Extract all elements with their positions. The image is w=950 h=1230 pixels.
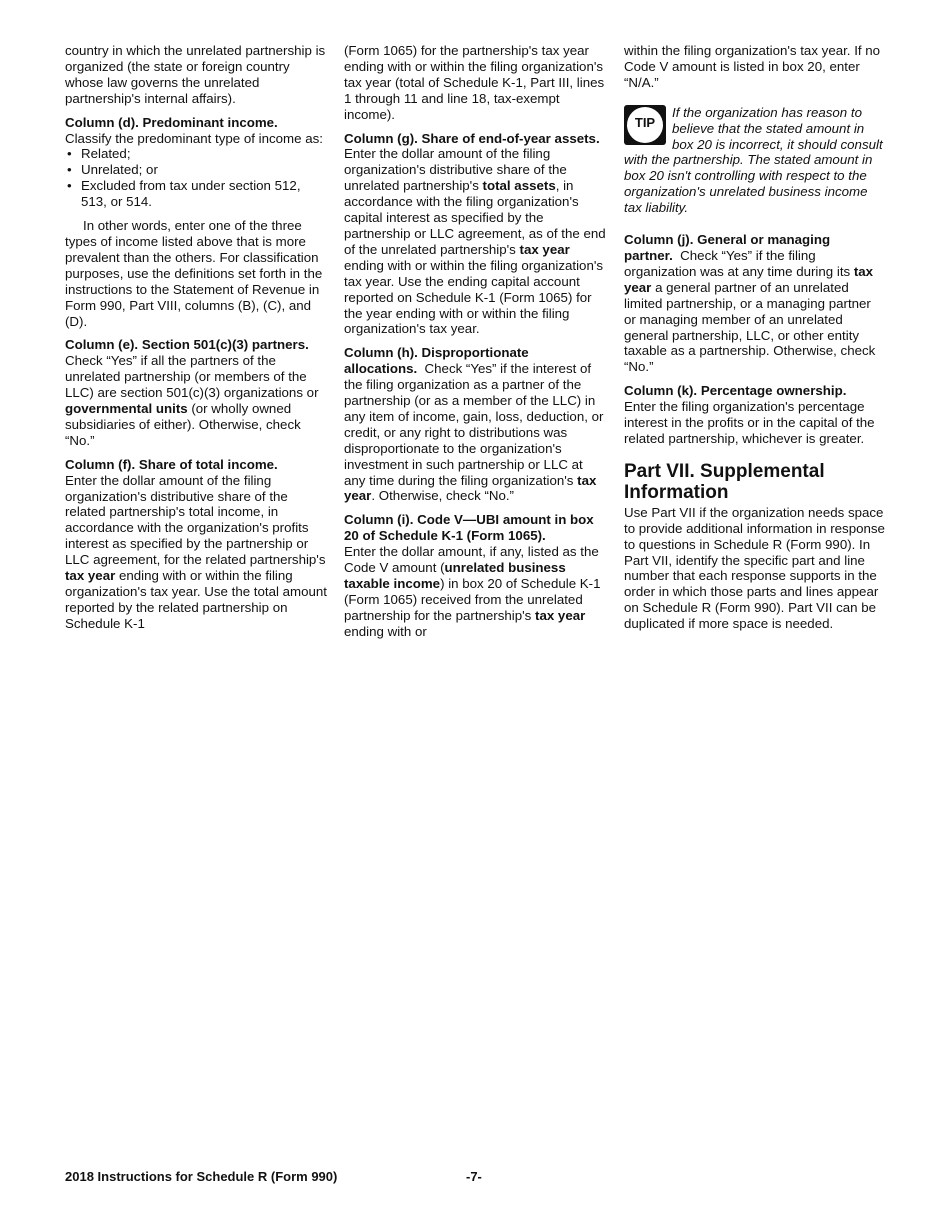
- column-g-heading: Column (g). Share of end-of-year assets.: [344, 130, 600, 146]
- list-item: • Related;: [65, 146, 327, 162]
- column-g-paragraph: [344, 131, 606, 338]
- column-d-paragraph: [65, 115, 327, 147]
- bold-run: tax year: [519, 241, 570, 257]
- text-run: ending with or within the filing organization's tax year. Use the ending capital account reported on Schedule K-1 (Form 1065) for the year ending with or within the filing organization's tax year.: [344, 257, 604, 337]
- text-run: ending with or within the filing organization's tax year. Use the total amount reported by the related partnership on Schedule K-1: [65, 568, 327, 631]
- column-i-paragraph: [344, 512, 606, 639]
- column-3: [624, 43, 886, 632]
- text-run: Check “Yes” if the interest of the filing organization as a partner of the partnership (or as a member of the LLC) in any item of income, gain, loss, deduction, or credit, or any right to distributions was disproportionate to the organization's investment in such partnership or LLC at any time during the filing organization's: [344, 361, 604, 488]
- column-d-text: Classify the predominant type of income as:: [65, 130, 323, 146]
- continuation-paragraph: (Form 1065) for the partnership's tax year ending with or within the filing organization's tax year (total of Schedule K-1, Part III, lines 1 through 11 and line 18, tax-exempt income).: [344, 43, 605, 122]
- income-type-list: [65, 146, 327, 210]
- list-item: • Unrelated; or: [65, 162, 327, 178]
- bold-run: total assets: [482, 178, 556, 194]
- part-vii-text: Use Part VII if the organization needs space to provide additional information in response to questions in Schedule R (Form 990). In Part VII, identify the specific part and line number that each response supports in the order in which those parts and lines appear on Schedule R (Form 990). Part VII can be duplicated if more space is needed.: [624, 504, 885, 632]
- column-h-paragraph: [344, 345, 606, 504]
- text-run: Enter the filing organization's percentage interest in the profits or in the capital of the related partnership, whichever is greater.: [624, 399, 875, 446]
- column-k-heading: Column (k). Percentage ownership.: [624, 383, 847, 399]
- bold-run: unrelated business taxable income: [344, 560, 566, 591]
- tip-box: [624, 105, 886, 216]
- bold-run: tax year: [65, 568, 116, 584]
- bold-run: tax year: [344, 472, 597, 504]
- column-f-paragraph: [65, 457, 327, 632]
- column-d-paragraph-2: In other words, enter one of the three types of income listed above that is more prevalent than the others. For classification purposes, use the definitions set forth in the instructions to the Statement of Revenue in Form 990, Part VIII, columns (B), (C), and (D).: [65, 218, 323, 329]
- text-run: (or wholly owned subsidiaries of either). Otherwise, check “No.”: [65, 401, 301, 448]
- text-run: Enter the dollar amount of the filing organization's distributive share of the related partnership's total income, in accordance with the organization's profits interest as specified by the partnership or LLC agreement, for the related partnership's: [65, 472, 326, 568]
- bold-run: governmental units: [65, 401, 188, 417]
- column-1: [65, 43, 327, 640]
- column-k-paragraph: [624, 383, 886, 447]
- text-run: a general partner of an unrelated limited partnership, or a managing partner or managing member of an unrelated general partnership, LLC, or other entity taxable as a partnership. Otherwise, check “No.”: [624, 279, 876, 375]
- column-d-heading: Column (d). Predominant income.: [65, 114, 278, 130]
- column-f-heading: Column (f). Share of total income.: [65, 456, 278, 472]
- column-j-paragraph: [624, 232, 886, 375]
- text-run: Check “Yes” if all the partners of the unrelated partnership (or members of the LLC) are section 501(c)(3) organizations or: [65, 353, 319, 401]
- page-number: -7-: [466, 1169, 482, 1184]
- footer-title: 2018 Instructions for Schedule R (Form 990): [65, 1169, 338, 1184]
- tip-label: TIP: [634, 114, 656, 130]
- column-i-heading: Column (i). Code V—UBI amount in box 20 of Schedule K-1 (Form 1065).: [344, 512, 594, 544]
- column-h-heading: Column (h). Disproportionate allocations.: [344, 345, 529, 377]
- text-run: . Otherwise, check “No.”: [371, 488, 514, 504]
- text-run: Enter the dollar amount, if any, listed as the Code V amount (: [344, 544, 599, 576]
- column-e-paragraph: [65, 337, 327, 448]
- text-run: , in accordance with the filing organization's capital interest as specified by the partnership or LLC agreement, as of the end of the unrelated partnership's: [344, 178, 606, 257]
- column-2: [344, 43, 606, 648]
- continuation-paragraph: within the filing organization's tax year. If no Code V amount is listed in box 20, enter “N/A.”: [624, 43, 881, 90]
- text-run: Enter the dollar amount of the filing organization's distributive share of the unrelated partnership's: [344, 146, 567, 194]
- list-item: • Excluded from tax under section 512, 513, or 514.: [65, 178, 327, 210]
- bold-run: tax year: [535, 607, 586, 623]
- tip-icon: [624, 105, 666, 145]
- column-j-heading: Column (j). General or managing partner.: [624, 232, 831, 263]
- part-vii-heading: Part VII. Supplemental Information: [624, 460, 825, 503]
- column-e-heading: Column (e). Section 501(c)(3) partners.: [65, 337, 309, 353]
- text-run: ) in box 20 of Schedule K-1 (Form 1065) received from the unrelated partnership for the partnership's: [344, 576, 601, 623]
- intro-paragraph: country in which the unrelated partnership is organized (the state or foreign country whose law governs the unrelated partnership's internal affairs).: [65, 43, 326, 106]
- bold-run: tax year: [624, 263, 874, 295]
- text-run: Check “Yes” if the filing organization was at any time during its: [624, 247, 854, 279]
- tip-text: If the organization has reason to believe that the stated amount in box 20 is incorrect, it should consult with the partnership. The stated amount in box 20 isn't controlling with respect to the organization's unrelated business income tax liability.: [624, 104, 883, 216]
- text-run: ending with or: [344, 623, 427, 639]
